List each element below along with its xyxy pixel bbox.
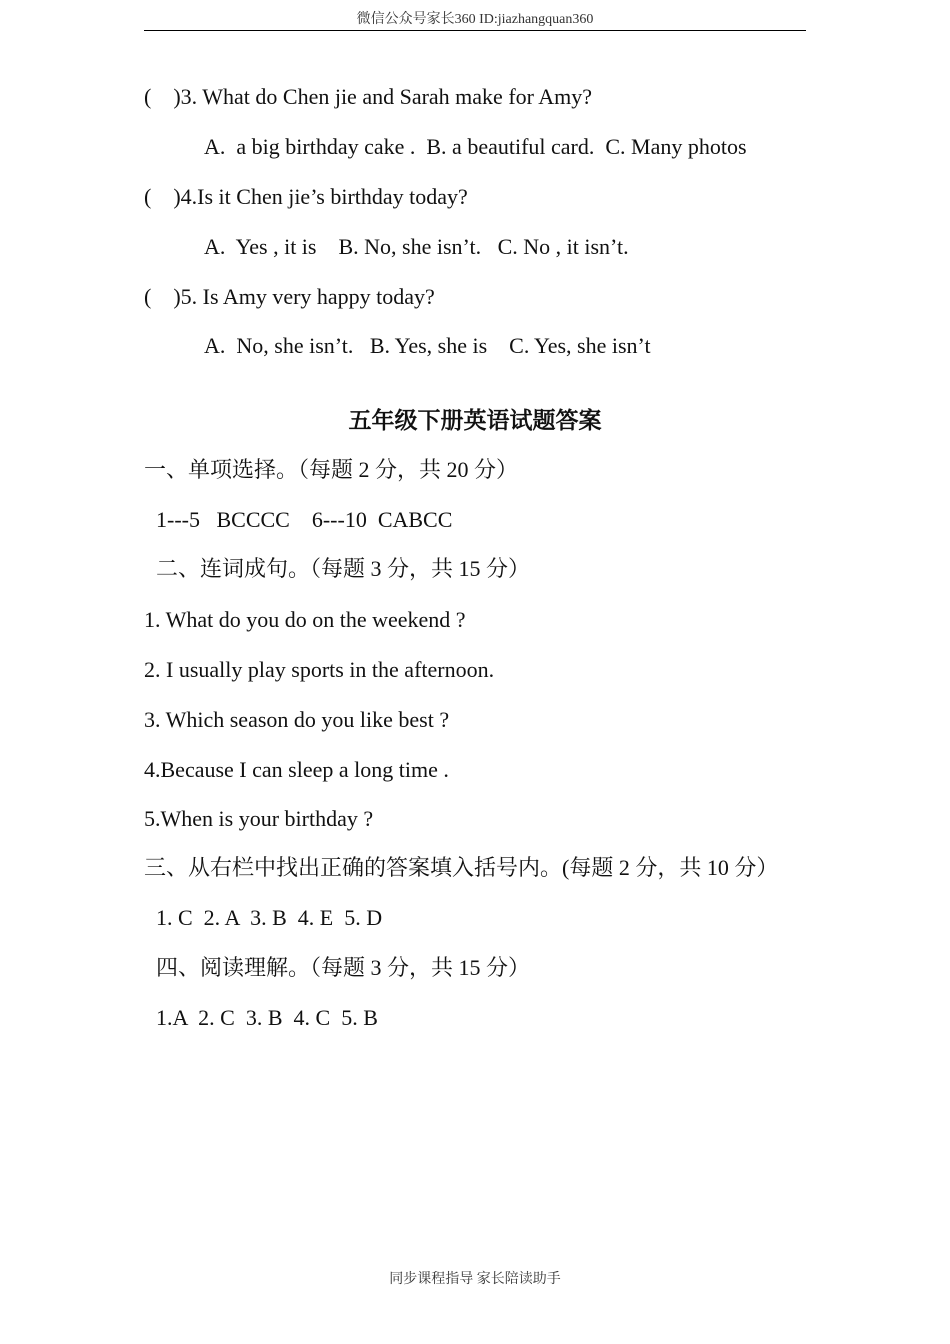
section-2-sentence-1: 1. What do you do on the weekend ? [144, 607, 466, 632]
section-4-heading: 四、阅读理解。（每题 3 分，共 15 分） [156, 955, 531, 980]
section-2-sentence-5: 5.When is your birthday ? [144, 806, 374, 831]
question-3: ( )3. What do Chen jie and Sarah make for Amy? [144, 84, 593, 109]
answer-key-title: 五年级下册英语试题答案 [348, 408, 602, 433]
section-4-answers: 1.A 2. C 3. B 4. C 5. B [156, 1005, 378, 1030]
section-2-sentence-4: 4.Because I can sleep a long time . [144, 757, 449, 782]
page-header: 微信公众号家长360 ID:jiazhangquan360 [356, 12, 594, 27]
question-5-options: A. No, she isn’t. B. Yes, she is C. Yes, she isn’t [204, 333, 651, 358]
section-3-answers: 1. C 2. A 3. B 4. E 5. D [156, 905, 383, 930]
section-2-sentence-2: 2. I usually play sports in the afternoon. [144, 657, 495, 682]
question-5: ( )5. Is Amy very happy today? [144, 284, 435, 309]
question-4-options: A. Yes , it is B. No, she isn’t. C. No , it isn’t. [204, 234, 629, 259]
section-2-heading: 二、连词成句。（每题 3 分，共 15 分） [156, 556, 531, 581]
question-4: ( )4.Is it Chen jie’s birthday today? [144, 184, 468, 209]
section-1-heading: 一、单项选择。（每题 2 分，共 20 分） [144, 457, 519, 482]
section-1-answers: 1---5 BCCCC 6---10 CABCC [156, 507, 453, 532]
section-3-heading: 三、从右栏中找出正确的答案填入括号内。(每题 2 分，共 10 分） [144, 855, 779, 880]
section-2-sentence-3: 3. Which season do you like best ? [144, 707, 450, 732]
header-divider [144, 30, 806, 31]
page-footer: 同步课程指导 家长陪读助手 [389, 1272, 561, 1287]
question-3-options: A. a big birthday cake . B. a beautiful card. C. Many photos [204, 134, 747, 159]
